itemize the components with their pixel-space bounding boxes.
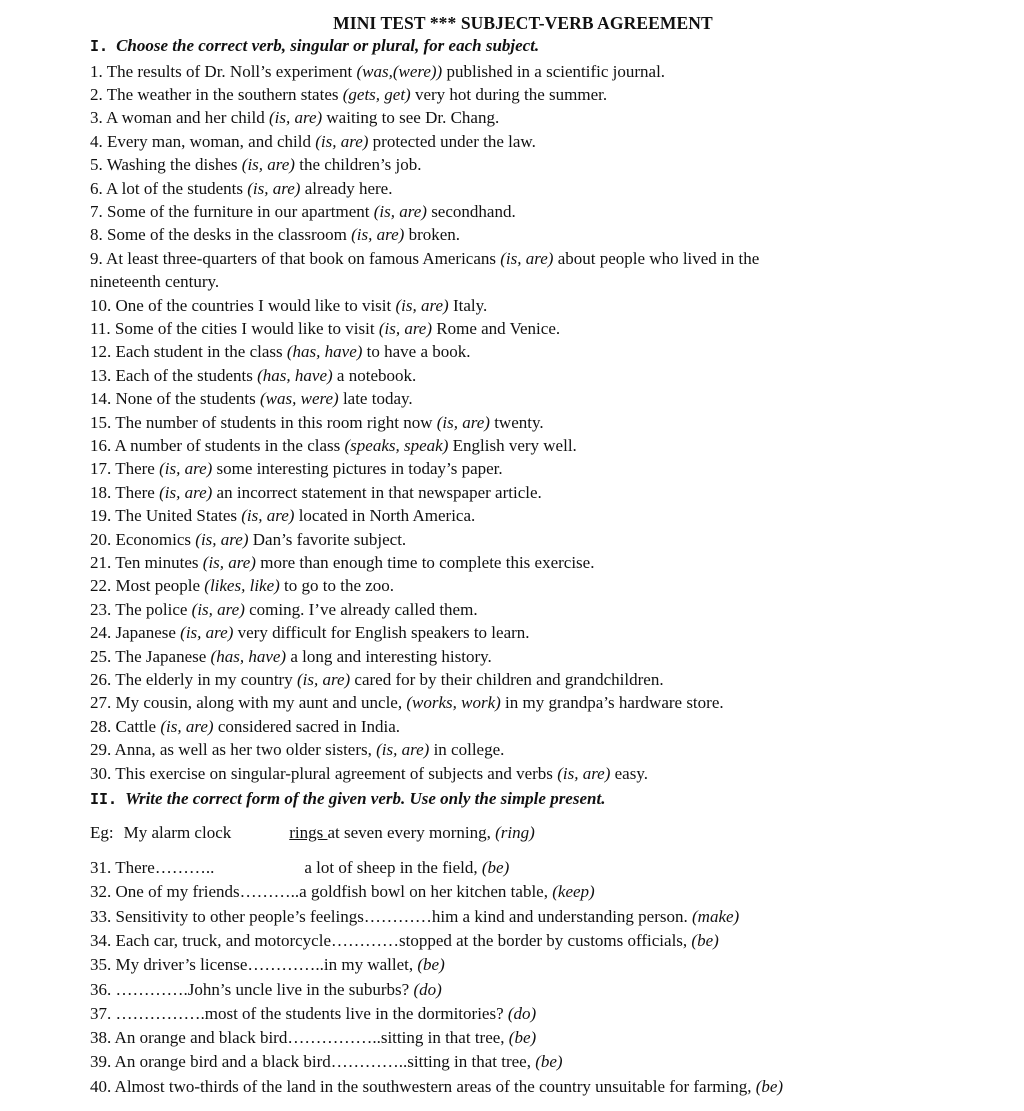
section-2-instruction: Write the correct form of the given verb. Use only the simple present. [125,789,606,808]
item-text-end: considered sacred in India. [213,716,401,736]
given-verb: (be) [535,1052,563,1072]
item-text: 23. The police [90,599,192,619]
item-text-end: located in North America. [294,506,476,526]
item-text: 12. Each student in the class [90,342,287,362]
item-text-end: John’s uncle live in the suburbs? [187,979,414,999]
fill-in-item [90,882,595,902]
choice-options: (gets, get) [342,84,411,104]
item-text: 19. The United States [90,506,242,526]
exercise-item [90,155,422,175]
given-verb: (do) [413,979,442,999]
item-text-end: more than enough time to complete this exercise. [255,552,595,572]
item-text: 27. My cousin, along with my aunt and uncle, [90,693,407,713]
choice-options: (works, work) [406,693,501,713]
item-text: 34. Each car, truck, and motorcycle………… [90,930,399,950]
exercise-item [90,413,544,433]
item-text: 8. Some of the desks in the classroom [90,225,352,245]
item-text: 25. The Japanese [90,646,211,666]
item-text: 28. Cattle [90,716,161,736]
item-text-end: the children’s job. [294,155,422,175]
given-verb: (be) [508,1028,537,1048]
example-label: Eg: [90,823,114,842]
choice-options: (is, are) [315,131,369,151]
example-verb: (ring) [495,823,535,842]
given-verb: (be) [417,955,445,975]
exercise-item [90,202,516,222]
fill-in-item [90,907,739,927]
item-text-end: broken. [404,225,461,245]
item-text-end: Italy. [448,295,488,315]
section-1-instruction: Choose the correct verb, singular or plural, for each subject. [116,36,540,55]
item-text: 10. One of the countries I would like to visit [90,295,396,315]
given-verb: (do) [507,1003,537,1023]
choice-options: (is, are) [241,155,295,175]
item-text: 33. Sensitivity to other people’s feelings………… [90,906,432,926]
choice-options: (is, are) [160,716,214,736]
choice-options: (is, are) [268,108,323,128]
exercise-item [90,389,413,409]
item-text-end: published in a scientific journal. [442,61,666,81]
choice-options: (is, are) [376,740,430,760]
item-text: 24. Japanese [90,623,181,643]
item-text: 1. The results of Dr. Noll’s experiment [90,61,357,81]
item-text: 22. Most people [90,576,205,596]
item-text: 26. The elderly in my country [90,669,297,689]
choice-options: (has, have) [210,646,287,666]
page-title: MINI TEST *** SUBJECT-VERB AGREEMENT [333,13,713,33]
exercise-item [90,459,503,479]
exercise-item [90,319,560,339]
choice-options: (has, have) [286,342,363,362]
choice-options: (is, are) [159,459,213,479]
exercise-item [90,296,487,316]
item-text-end: in my grandpa’s hardware store. [500,693,724,713]
choice-options: (is, are) [351,225,405,245]
item-text: 18. There [90,482,160,502]
choice-options: (is, are) [436,412,490,432]
choice-options: (is, are) [500,248,554,268]
exercise-item [90,623,530,643]
choice-options: (is, are) [241,506,295,526]
item-text-end: sitting in that tree, [380,1028,509,1048]
item-text: 21. Ten minutes [90,552,203,572]
item-text-end: easy. [610,763,648,783]
fill-in-item [90,980,442,1000]
item-text: 17. There [90,459,160,479]
item-text: 40. Almost two-thirds of the land in the southwestern areas of the country unsuitable for farming, [90,1076,756,1096]
item-text-end: Rome and Venice. [432,318,561,338]
exercise-item [90,600,478,620]
given-verb: (be) [755,1076,784,1096]
item-text-end: a notebook. [332,365,417,385]
exercise-item [90,272,219,292]
section-2-number: II. [90,790,118,808]
item-text-end: a goldfish bowl on her kitchen table, [299,882,553,902]
fill-in-item [90,955,445,975]
item-text: 6. A lot of the students [90,178,248,198]
item-text-end: coming. I’ve already called them. [244,599,478,619]
exercise-item [90,530,406,550]
item-text-end: Dan’s favorite subject. [248,529,407,549]
item-text: 13. Each of the students [90,365,258,385]
item-text-end: secondhand. [426,201,516,221]
item-text-end: some interesting pictures in today’s paper. [212,459,503,479]
choice-options: (is, are) [296,669,351,689]
choice-options: (is, are) [395,295,449,315]
choice-options: (is, are) [202,552,256,572]
choice-options: (was,(were)) [356,61,443,81]
choice-options: (speaks, speak) [344,435,449,455]
item-text-end: in my wallet, [323,955,418,975]
item-text: 14. None of the students [90,389,260,409]
item-text: nineteenth century. [90,272,220,292]
item-text: 5. Washing the dishes [90,155,242,175]
example-rest: at seven every morning, [327,823,496,842]
section-1-heading [90,36,539,56]
exercise-item [90,62,665,82]
exercise-item [90,670,664,690]
item-text: 2. The weather in the southern states [90,84,343,104]
fill-in-item [90,1004,536,1024]
item-text-end: already here. [300,178,393,198]
item-text: 30. This exercise on singular-plural agreement of subjects and verbs [90,763,558,783]
item-text: 35. My driver’s license………….. [90,955,324,975]
example-line [90,823,535,843]
exercise-item [90,483,542,503]
item-text: 3. A woman and her child [90,108,269,128]
item-text-end: most of the students live in the dormitories? [204,1003,508,1023]
choice-options: (is, are) [191,599,245,619]
item-text-end: about people who lived in the [553,248,760,268]
item-text-end: a long and interesting history. [286,646,492,666]
exercise-item [90,506,475,526]
given-verb: (be) [481,858,510,877]
item-text-end: waiting to see Dr. Chang. [322,108,500,128]
example-answer: rings [289,823,328,842]
item-text: 31. There……….. [90,858,215,877]
choice-options: (has, have) [257,365,333,385]
exercise-item [90,764,648,784]
item-text-end: an incorrect statement in that newspaper article. [212,482,542,502]
exercise-item [90,108,499,128]
exercise-item [90,342,471,362]
item-text: 38. An orange and black bird…………….. [90,1028,381,1048]
exercise-item [90,693,724,713]
example-subject: My alarm clock [123,823,232,842]
given-verb: (be) [691,930,719,950]
given-verb: (make) [692,906,740,926]
exercise-item [90,249,759,269]
item-text-end: protected under the law. [368,131,536,151]
item-text: 7. Some of the furniture in our apartment [90,201,374,221]
section-2-heading [90,789,605,809]
item-text: 4. Every man, woman, and child [90,131,316,151]
exercise-item [90,436,577,456]
section-1-number: I. [90,37,109,55]
exercise-item [90,366,416,386]
choice-options: (is, are) [373,201,427,221]
item-text-end: in college. [429,740,505,760]
item-text-end: English very well. [448,435,577,455]
exercise-item [90,179,392,199]
item-text-end: late today. [338,389,413,409]
fill-in-item [90,858,509,878]
item-text: 37. ……………. [90,1003,205,1023]
item-text-end: him a kind and understanding person. [431,906,693,926]
item-text: 20. Economics [90,529,196,549]
exercise-item [90,576,394,596]
fill-in-item [90,1077,783,1097]
exercise-item [90,132,536,152]
choice-options: (is, are) [180,623,234,643]
fill-in-item [90,1028,536,1048]
item-text: 16. A number of students in the class [90,435,345,455]
item-text: 32. One of my friends……….. [90,882,300,902]
item-text: 9. At least three-quarters of that book on famous Americans [90,248,501,268]
item-text: 36. …………. [90,979,188,999]
item-text: 29. Anna, as well as her two older sisters, [90,740,377,760]
given-verb: (keep) [552,882,595,902]
item-text: 39. An orange bird and a black bird………….. [90,1052,408,1072]
exercise-item [90,553,594,573]
item-text-end: a lot of sheep in the field, [304,858,482,877]
choice-options: (is, are) [378,318,433,338]
choice-options: (was, were) [259,389,339,409]
choice-options: (is, are) [557,763,611,783]
choice-options: (likes, like) [204,576,280,596]
item-text-end: stopped at the border by customs officials, [399,930,692,950]
item-text-end: to go to the zoo. [279,576,395,596]
exercise-item [90,85,607,105]
choice-options: (is, are) [247,178,301,198]
item-text: 15. The number of students in this room right now [90,412,437,432]
item-text-end: cared for by their children and grandchildren. [350,669,664,689]
item-text-end: to have a book. [362,342,471,362]
item-text-end: twenty. [489,412,544,432]
fill-in-item [90,1052,563,1072]
fill-in-item [90,931,719,951]
exercise-item [90,740,504,760]
exercise-item [90,647,492,667]
choice-options: (is, are) [195,529,249,549]
choice-options: (is, are) [159,482,213,502]
item-text: 11. Some of the cities I would like to visit [90,318,379,338]
exercise-item [90,717,400,737]
exercise-item [90,225,460,245]
item-text-end: sitting in that tree, [407,1052,536,1072]
item-text-end: very hot during the summer. [410,84,608,104]
item-text-end: very difficult for English speakers to learn. [233,623,530,643]
